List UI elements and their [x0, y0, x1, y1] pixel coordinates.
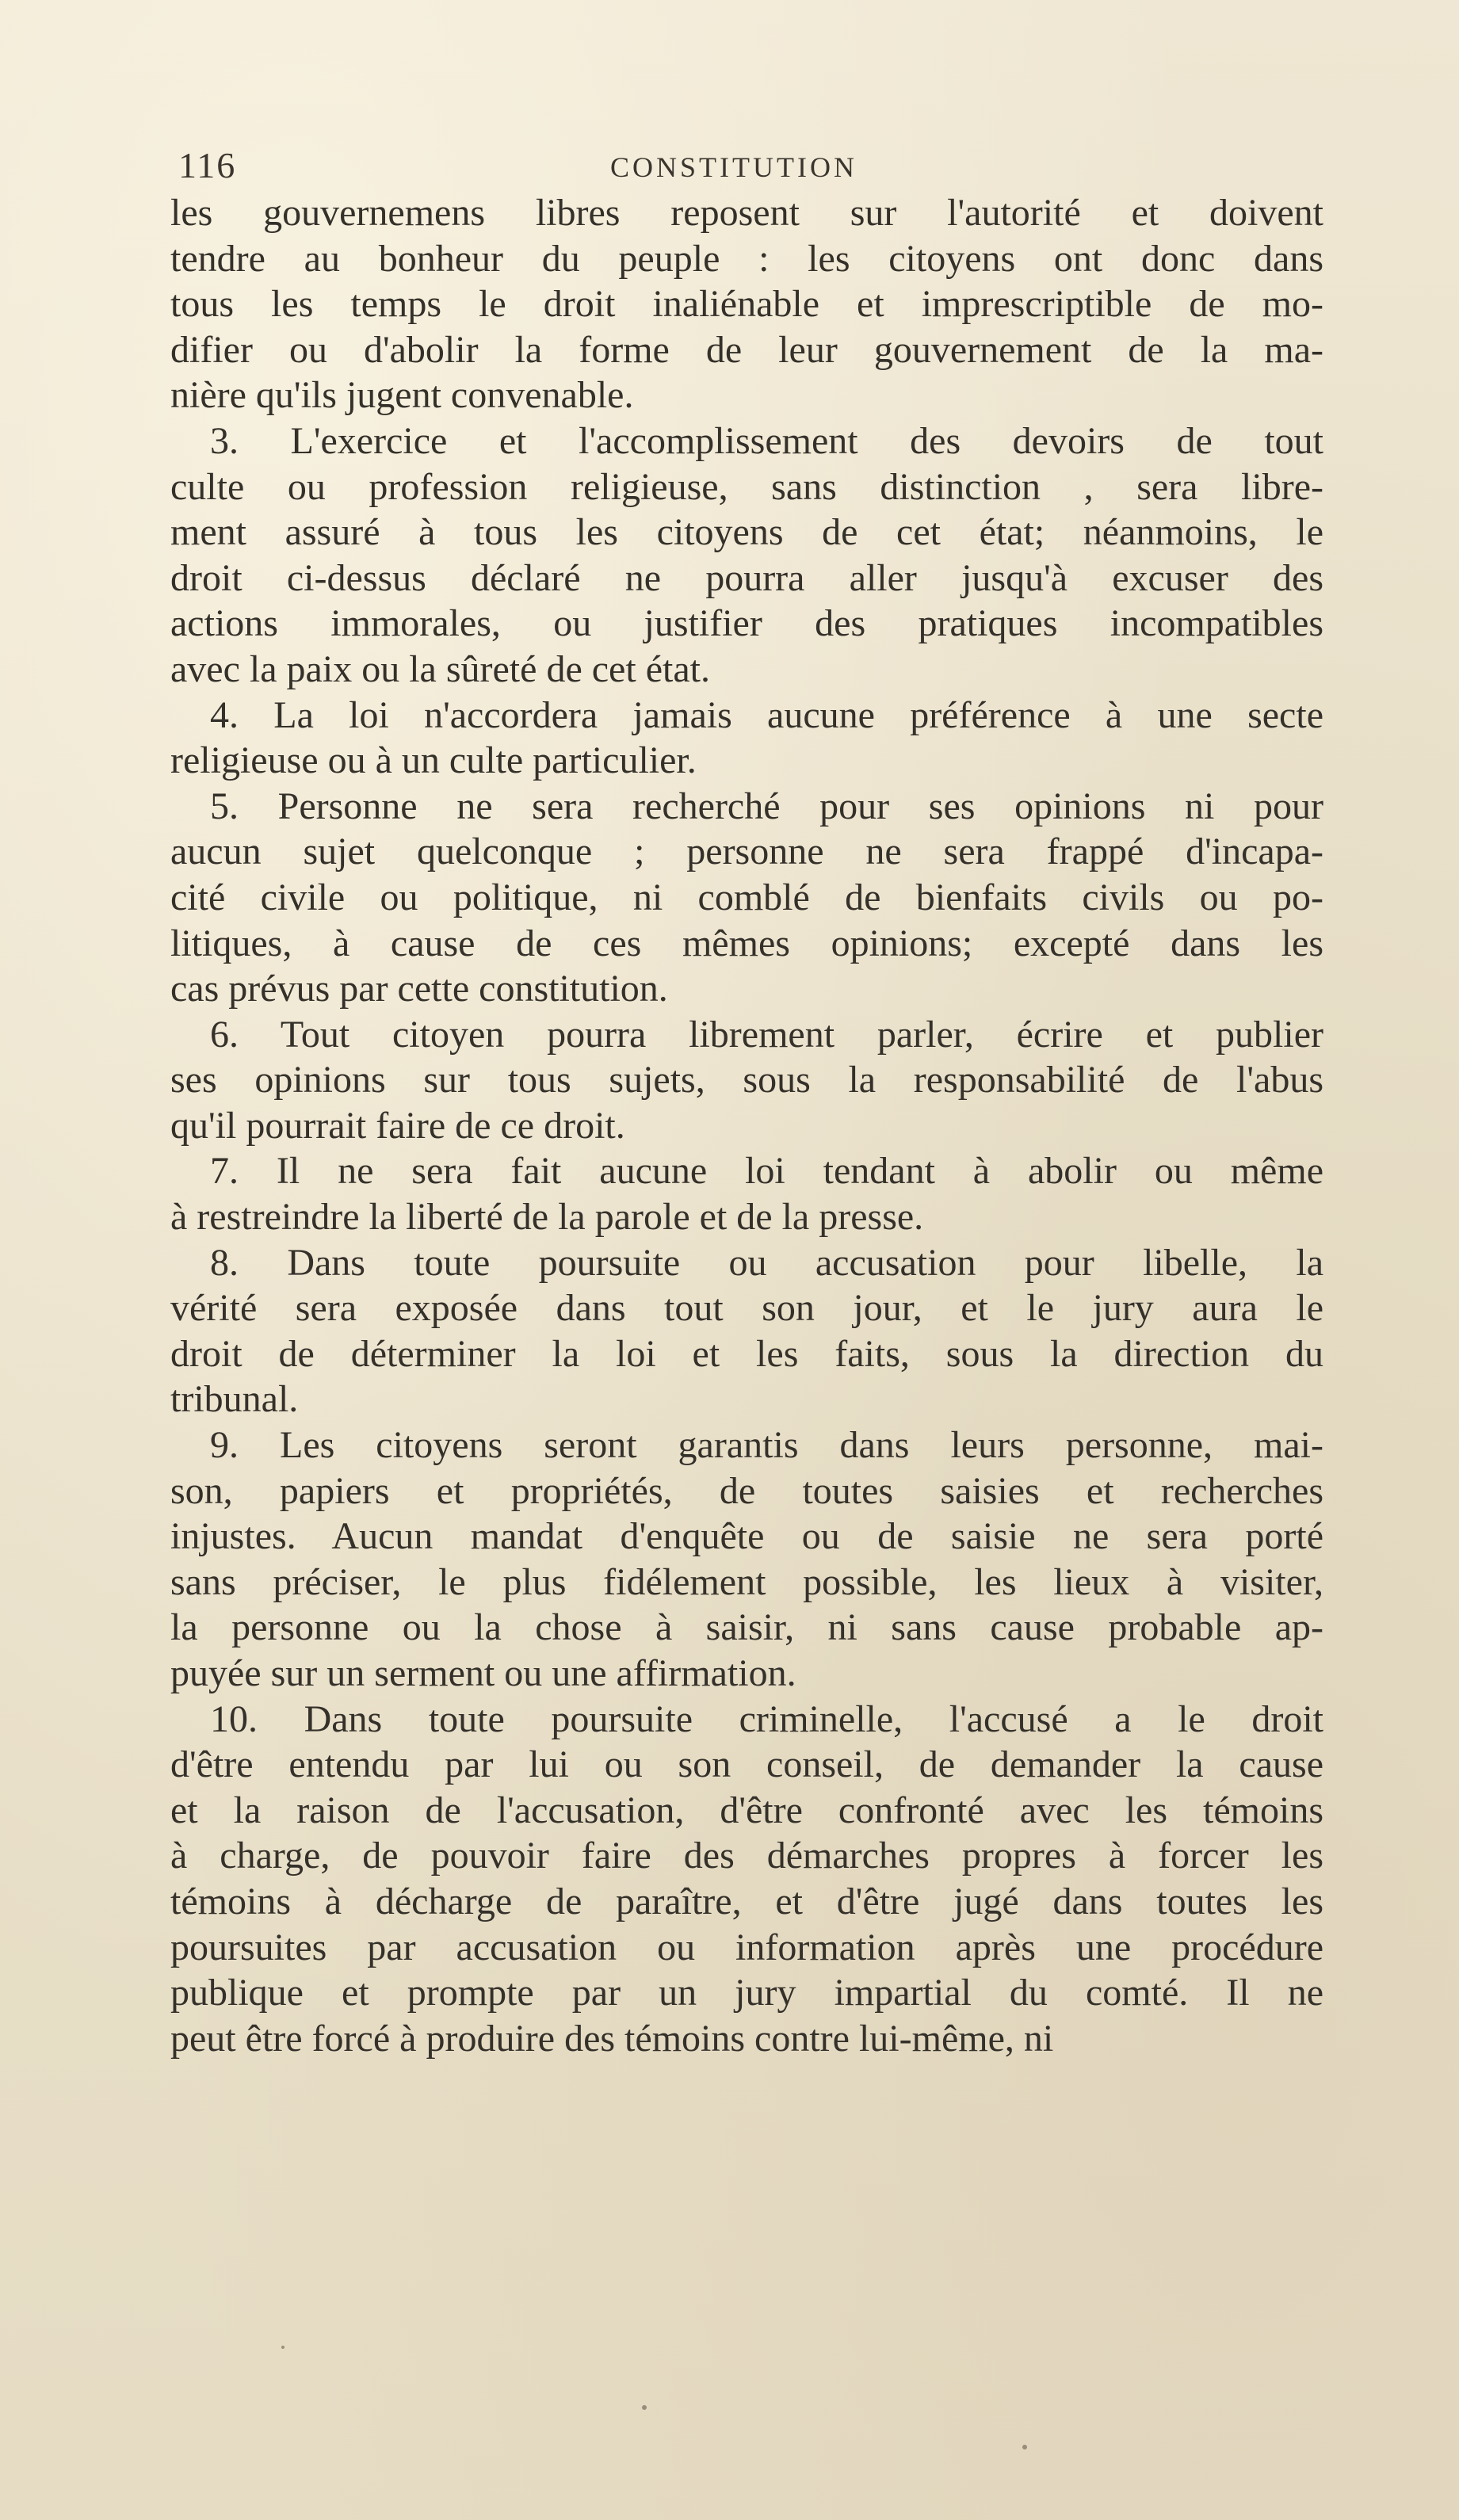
- text-line: litiques, à cause de ces mêmes opinions; excepté dans les: [170, 922, 1323, 964]
- text-line: droit ci-dessus déclaré ne pourra aller jusqu'à excuser des: [170, 556, 1323, 599]
- text-line: difier ou d'abolir la forme de leur gouvernement de la ma-: [170, 328, 1323, 371]
- paper-speck: [1022, 2445, 1027, 2449]
- text-line: peut être forcé à produire des témoins contre lui-même, ni: [170, 2017, 1054, 2060]
- text-line: cas prévus par cette constitution.: [170, 968, 668, 1010]
- text-line: son, papiers et propriétés, de toutes saisies et recherches: [170, 1469, 1323, 1512]
- paper-speck: [642, 2405, 647, 2410]
- article-10-start: 10. Dans toute poursuite criminelle, l'accusé a le droit: [210, 1697, 1323, 1740]
- article-7-start: 7. Il ne sera fait aucune loi tendant à abolir ou même: [210, 1150, 1323, 1193]
- text-line: injustes. Aucun mandat d'enquête ou de saisie ne sera porté: [170, 1515, 1323, 1558]
- text-line: tribunal.: [170, 1378, 299, 1421]
- text-line: culte ou profession religieuse, sans distinction , sera libre-: [170, 465, 1323, 508]
- article-4-start: 4. La loi n'accordera jamais aucune préférence à une secte: [210, 693, 1323, 736]
- text-line: à charge, de pouvoir faire des démarches propres à forcer les: [170, 1835, 1323, 1877]
- text-line: avec la paix ou la sûreté de cet état.: [170, 647, 710, 690]
- text-line: les gouvernemens libres reposent sur l'autorité et doivent: [170, 192, 1323, 234]
- text-line: et la raison de l'accusation, d'être confronté avec les témoins: [170, 1789, 1323, 1831]
- paper-speck: [281, 2346, 285, 2349]
- text-line: cité civile ou politique, ni comblé de bienfaits civils ou po-: [170, 876, 1323, 918]
- text-line: tous les temps le droit inaliénable et imprescriptible de mo-: [170, 283, 1323, 326]
- text-line: à restreindre la liberté de la parole et de la presse.: [170, 1196, 924, 1239]
- text-line: vérité sera exposée dans tout son jour, et le jury aura le: [170, 1287, 1323, 1330]
- running-head: [178, 144, 1327, 192]
- article-5-start: 5. Personne ne sera recherché pour ses opinions ni pour: [210, 785, 1323, 827]
- text-line: tendre au bonheur du peuple : les citoyens ont donc dans: [170, 237, 1323, 280]
- text-line: droit de déterminer la loi et les faits, sous la direction du: [170, 1332, 1323, 1375]
- text-line: sans préciser, le plus fidélement possible, les lieux à visiter,: [170, 1560, 1323, 1603]
- text-line: la personne ou la chose à saisir, ni sans cause probable ap-: [170, 1606, 1323, 1649]
- text-line: aucun sujet quelconque ; personne ne sera frappé d'incapa-: [170, 830, 1323, 873]
- text-line: actions immorales, ou justifier des pratiques incompatibles: [170, 602, 1323, 645]
- article-3-start: 3. L'exercice et l'accomplissement des devoirs de tout: [210, 419, 1323, 462]
- running-title: CONSTITUTION: [610, 151, 857, 183]
- text-line: d'être entendu par lui ou son conseil, de demander la cause: [170, 1743, 1323, 1786]
- text-line: ment assuré à tous les citoyens de cet état; néanmoins, le: [170, 511, 1323, 554]
- text-line: ses opinions sur tous sujets, sous la responsabilité de l'abus: [170, 1059, 1323, 1102]
- text-line: religieuse ou à un culte particulier.: [170, 739, 697, 782]
- article-8-start: 8. Dans toute poursuite ou accusation pour libelle, la: [210, 1241, 1323, 1284]
- text-line: poursuites par accusation ou information après une procédure: [170, 1926, 1323, 1968]
- text-line: témoins à décharge de paraître, et d'être jugé dans toutes les: [170, 1880, 1323, 1922]
- page-number: 116: [178, 145, 237, 185]
- text-line: puyée sur un serment ou une affirmation.: [170, 1652, 796, 1694]
- text-line: qu'il pourrait faire de ce droit.: [170, 1104, 625, 1147]
- text-line: nière qu'ils jugent convenable.: [170, 374, 634, 417]
- text-line: publique et prompte par un jury impartial du comté. Il ne: [170, 1972, 1323, 2014]
- article-9-start: 9. Les citoyens seront garantis dans leurs personne, mai-: [210, 1424, 1323, 1467]
- article-6-start: 6. Tout citoyen pourra librement parler, écrire et publier: [210, 1013, 1323, 1056]
- body-text: [170, 190, 1323, 2061]
